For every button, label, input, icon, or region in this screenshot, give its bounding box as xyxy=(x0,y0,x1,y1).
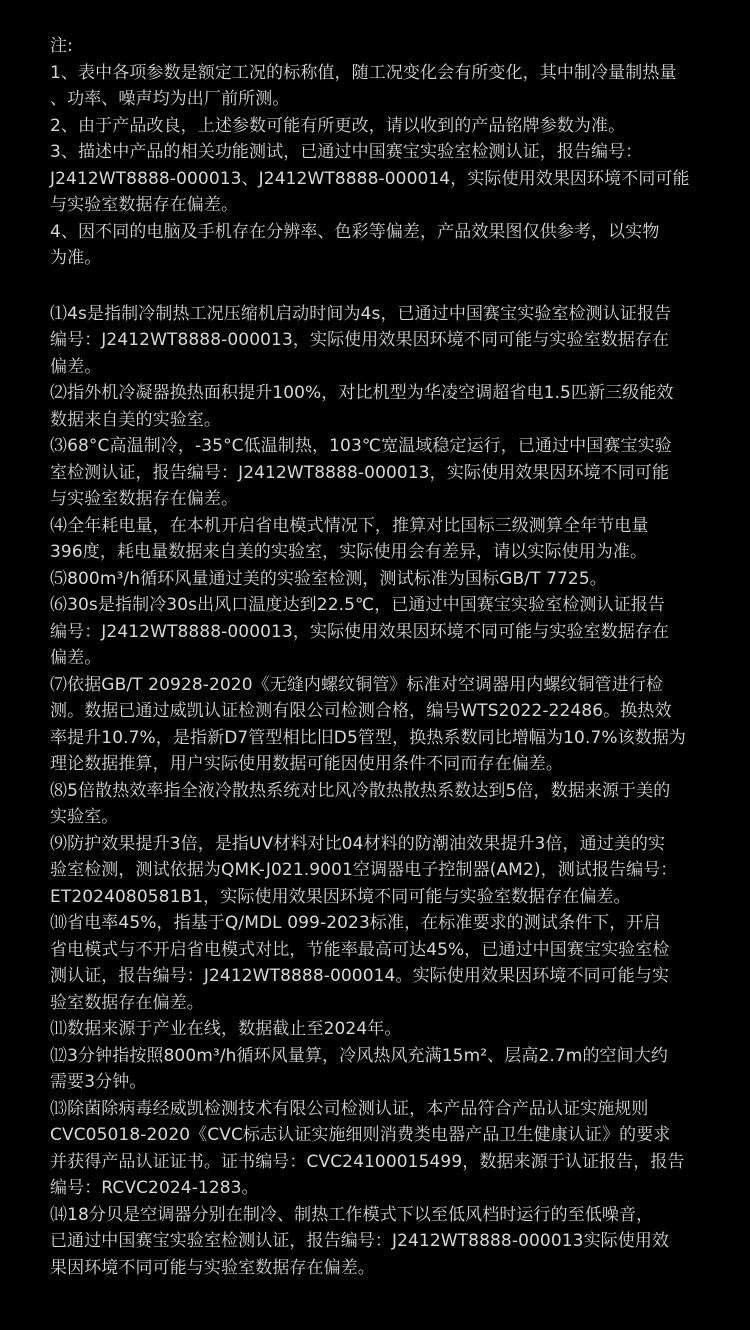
footnote-line: 偏差。 xyxy=(50,356,102,377)
footnote-line: 编号：RCVC2024-1283。 xyxy=(50,1178,259,1198)
footnote-line: 已通过中国赛宝实验室检测认证，报告编号：J2412WT8888-000013实际使用效 xyxy=(50,1231,670,1251)
note-line: 、功率、噪声均为出厂前所测。 xyxy=(50,89,290,109)
footnote-line: ⑸800m³/h循环风量通过美的实验室检测，测试标准为国标GB/T 7725。 xyxy=(50,568,607,589)
footnote-line: CVC05018-2020《CVC标志认证实施细则消费类电器产品卫生健康认证》的要求 xyxy=(50,1125,671,1145)
footnote-line: ⒁18分贝是空调器分别在制冷、制热工作模式下以至低风档时运行的至低噪音， xyxy=(50,1204,654,1225)
footnote-line: ⑵指外机冷凝器换热面积提升100%，对比机型为华凌空调超省电1.5匹新三级能效 xyxy=(50,383,674,403)
footnote-line: 验室数据存在偏差。 xyxy=(50,992,204,1013)
footnote-line: ⑺依据GB/T 20928-2020《无缝内螺纹铜管》标准对空调器用内螺纹铜管进行检 xyxy=(50,674,664,695)
footnote-line: 与实验室数据存在偏差。 xyxy=(50,489,239,509)
footnote-line: 测。数据已通过威凯认证检测有限公司检测合格，编号WTS2022-22486。换热效 xyxy=(50,701,672,721)
footnote-line: 实验室。 xyxy=(50,807,119,827)
footnote-line: ⒀除菌除病毒经威凯检测技术有限公司检测认证，本产品符合产品认证实施规则 xyxy=(50,1098,649,1119)
footnote-line: ⑻5倍散热效率指全液冷散热系统对比风冷散热散热系数达到5倍，数据来源于美的 xyxy=(50,780,671,801)
footnote-line: 396度，耗电量数据来自美的实验室，实际使用会有差异，请以实际使用为准。 xyxy=(50,542,648,562)
footnote-line: 需要3分钟。 xyxy=(50,1072,147,1092)
note-line: 3、描述中产品的相关功能测试，已通过中国赛宝实验室检测认证，报告编号： xyxy=(50,142,643,162)
footnote-line: 室检测认证，报告编号：J2412WT8888-000013，实际使用效果因环境不同可能 xyxy=(50,462,670,483)
footnote-line: ⑼防护效果提升3倍，是指UV材料对比04材料的防潮油效果提升3倍，通过美的实 xyxy=(50,833,666,854)
notes-heading: 注: xyxy=(50,36,73,56)
footnote-line: ⑹30s是指制冷30s出风口温度达到22.5℃，已通过中国赛宝实验室检测认证报告 xyxy=(50,595,665,615)
footnote-line: ET2024080581B1，实际使用效果因环境不同可能与实验室数据存在偏差。 xyxy=(50,886,631,907)
footnote-line: ⑿3分钟指按照800m³/h循环风量算，冷风热风充满15m²、层高2.7m的空间大约 xyxy=(50,1045,668,1066)
footnote-line: 编号：J2412WT8888-000013，实际使用效果因环境不同可能与实验室数据存在 xyxy=(50,621,670,642)
section-spacer xyxy=(50,272,710,301)
footnote-line: ⑾数据来源于产业在线，数据截止至2024年。 xyxy=(50,1019,402,1039)
note-line: 为准。 xyxy=(50,248,102,268)
footnote-line: 数据来自美的实验室。 xyxy=(50,409,221,430)
footnote-line: 率提升10.7%，是指新D7管型相比旧D5管型，换热系数同比增幅为10.7%该数据为 xyxy=(50,727,687,748)
footnote-line: 理论数据推算，用户实际使用数据可能因使用条件不同而存在偏差。 xyxy=(50,754,563,774)
footnote-line: 编号：J2412WT8888-000013，实际使用效果因环境不同可能与实验室数据存在 xyxy=(50,330,670,350)
footnote-line: 省电模式与不开启省电模式对比，节能率最高可达45%，已通过中国赛宝实验室检 xyxy=(50,939,670,960)
note-line: J2412WT8888-000013、J2412WT8888-000014，实际使用效果因环境不同可能 xyxy=(50,168,690,189)
footnote-line: ⑶68°C高温制冷，-35°C低温制热，103℃宽温域稳定运行，已通过中国赛宝实验 xyxy=(50,436,672,456)
footnote-line: ⑷全年耗电量，在本机开启省电模式情况下，推算对比国标三级测算全年节电量 xyxy=(50,515,649,536)
footnote-line: 果因环境不同可能与实验室数据存在偏差。 xyxy=(50,1257,375,1278)
footnote-line: 偏差。 xyxy=(50,648,102,668)
footnote-line: 测认证，报告编号：J2412WT8888-000014。实际使用效果因环境不同可能与实 xyxy=(50,966,670,986)
note-line: 1、表中各项参数是额定工况的标称值，随工况变化会有所变化，其中制冷量制热量 xyxy=(50,62,677,83)
note-line: 与实验室数据存在偏差。 xyxy=(50,195,239,215)
footnote-line: ⑴4s是指制冷制热工况压缩机启动时间为4s，已通过中国赛宝实验室检测认证报告 xyxy=(50,303,672,324)
disclaimer-content xyxy=(50,33,710,1281)
footnote-line: 验室检测，测试依据为QMK-J021.9001空调器电子控制器(AM2)，测试报告编号： xyxy=(50,860,678,880)
footnote-line: 并获得产品认证证书。证书编号：CVC24100015499，数据来源于认证报告，报告 xyxy=(50,1151,685,1172)
note-line: 4、因不同的电脑及手机存在分辨率、色彩等偏差，产品效果图仅供参考，以实物 xyxy=(50,221,660,242)
note-line: 2、由于产品改良，上述参数可能有所更改，请以收到的产品铭牌参数为准。 xyxy=(50,115,626,136)
footnote-line: ⑽省电率45%，指基于Q/MDL 099-2023标准，在标准要求的测试条件下，开启 xyxy=(50,913,661,933)
